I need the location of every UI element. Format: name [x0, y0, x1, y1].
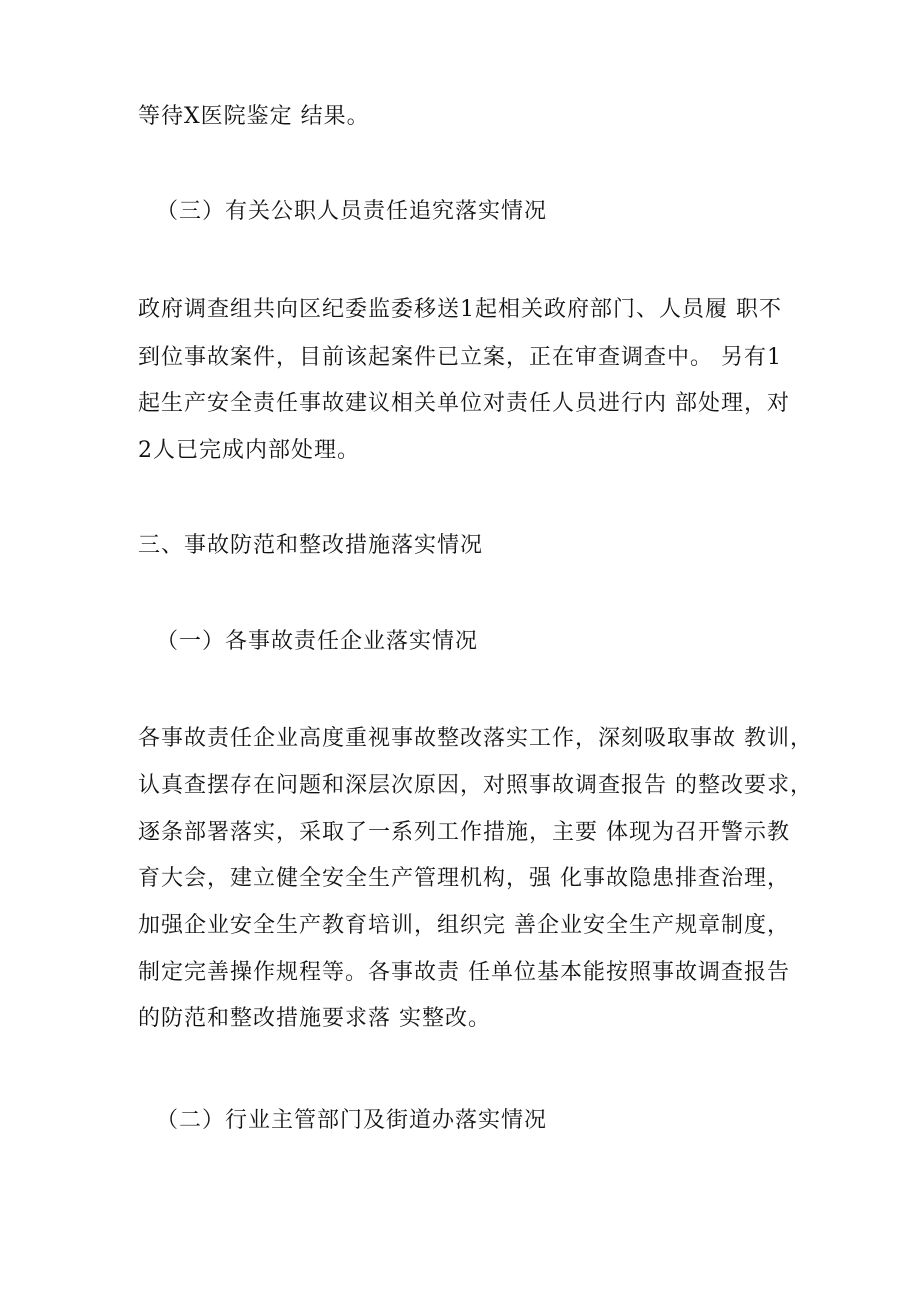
section-heading: （一）各事故责任企业落实情况 [156, 629, 479, 654]
paragraph-line: 的防范和整改措施要求落 实整改。 [138, 1006, 491, 1031]
section-heading: （二）行业主管部门及街道办落实情况 [156, 1108, 548, 1133]
paragraph-line: 各事故责任企业高度重视事故整改落实工作，深刻吸取事故 教训， [138, 726, 813, 751]
paragraph-line: 到位事故案件，目前该起案件已立案，正在审查调查中。 另有1 [138, 345, 782, 370]
paragraph-line: 政府调查组共向区纪委监委移送1起相关政府部门、人员履 职不 [138, 297, 782, 322]
chapter-heading: 三、事故防范和整改措施落实情况 [138, 533, 484, 558]
paragraph-line: 逐条部署落实，采取了一系列工作措施，主要 体现为召开警示教 [138, 820, 790, 845]
paragraph-line: 加强企业安全生产教育培训，组织完 善企业安全生产规章制度， [138, 913, 790, 938]
paragraph-line: 育大会，建立健全安全生产管理机构，强 化事故隐患排查治理， [138, 866, 790, 891]
paragraph-line: 制定完善操作规程等。各事故责 任单位基本能按照事故调查报告 [138, 960, 790, 985]
paragraph-line: 起生产安全责任事故建议相关单位对责任人员进行内 部处理，对 [138, 391, 790, 416]
section-heading: （三）有关公职人员责任追究落实情况 [156, 199, 548, 224]
paragraph-line: 等待X医院鉴定 结果。 [138, 104, 370, 129]
paragraph-line: 认真查摆存在问题和深层次原因，对照事故调查报告 的整改要求， [138, 773, 813, 798]
paragraph-line: 2人已完成内部处理。 [138, 438, 360, 463]
